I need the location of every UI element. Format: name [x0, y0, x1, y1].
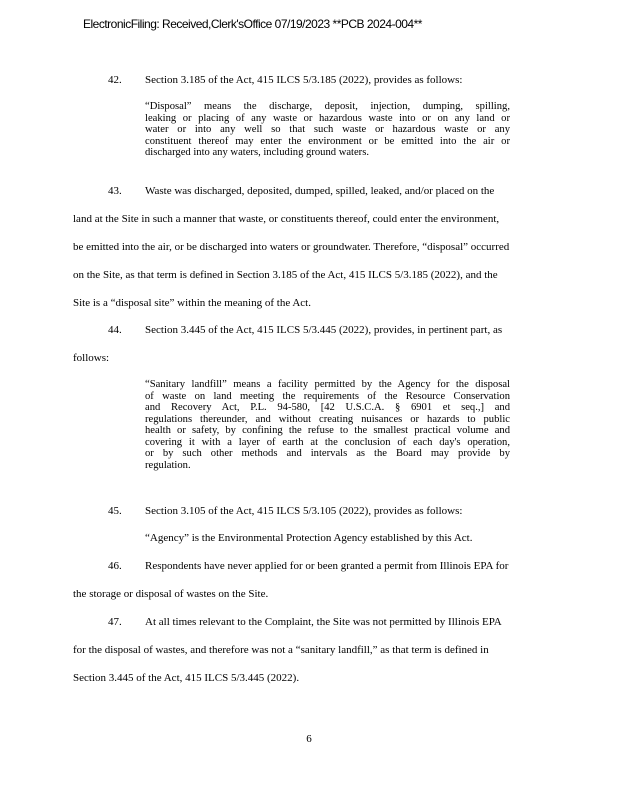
- paragraph-44-line: follows:: [73, 352, 110, 364]
- paragraph-number-45: 45.: [108, 505, 122, 517]
- paragraph-number-46: 46.: [108, 560, 122, 572]
- paragraph-43-line: be emitted into the air, or be discharged into waters or groundwater. Therefore, “disposal” occurred: [73, 241, 510, 253]
- quote-line: “Sanitary landfill” means a facility permitted by the Agency for the disposal: [145, 379, 510, 390]
- quote-line: regulations thereunder, and without creating nuisances or hazards to public: [145, 413, 510, 425]
- quote-line: health or safety, by confining the refuse to the smallest practical volume and: [145, 425, 510, 436]
- paragraph-44-line: Section 3.445 of the Act, 415 ILCS 5/3.445 (2022), provides, in pertinent part, as: [145, 324, 503, 336]
- paragraph-number-47: 47.: [108, 616, 122, 628]
- paragraph-47-line: Section 3.445 of the Act, 415 ILCS 5/3.445 (2022).: [73, 672, 300, 684]
- quote-sanitary-landfill-definition: [145, 379, 510, 471]
- quote-line: regulation.: [145, 459, 191, 471]
- paragraph-42-text: Section 3.185 of the Act, 415 ILCS 5/3.185 (2022), provides as follows:: [145, 74, 463, 86]
- quote-agency-definition: “Agency” is the Environmental Protection Agency established by this Act.: [145, 532, 473, 544]
- quote-line: leaking or placing of any waste or hazardous waste into or on any land or: [145, 112, 510, 124]
- paragraph-number-44: 44.: [108, 324, 122, 336]
- quote-line: discharged into any waters, including ground waters.: [145, 147, 369, 158]
- paragraph-46-line: Respondents have never applied for or been granted a permit from Illinois EPA for: [145, 560, 509, 572]
- quote-line: or by such other methods and intervals as the Board may provide by: [145, 448, 510, 459]
- paragraph-43-line: Waste was discharged, deposited, dumped, spilled, leaked, and/or placed on the: [145, 185, 495, 197]
- paragraph-number-42: 42.: [108, 74, 122, 86]
- page-number: 6: [306, 733, 312, 745]
- paragraph-43-line: on the Site, as that term is defined in Section 3.185 of the Act, 415 ILCS 5/3.185 (2022), and the: [73, 269, 498, 281]
- filing-header: ElectronicFiling: Received,Clerk'sOffice 07/19/2023 **PCB 2024-004**: [83, 17, 422, 31]
- quote-line: water or into any well so that such waste or hazardous waste or any: [145, 124, 510, 135]
- quote-line: and Recovery Act, P.L. 94-580, [42 U.S.C.A. § 6901 et seq.,] and: [145, 402, 510, 413]
- paragraph-46-line: the storage or disposal of wastes on the Site.: [73, 588, 269, 600]
- paragraph-43-line: land at the Site in such a manner that waste, or constituents thereof, could enter the environment,: [73, 213, 500, 225]
- paragraph-43-line: Site is a “disposal site” within the meaning of the Act.: [73, 297, 311, 309]
- paragraph-45-text: Section 3.105 of the Act, 415 ILCS 5/3.105 (2022), provides as follows:: [145, 505, 463, 517]
- paragraph-47-line: At all times relevant to the Complaint, the Site was not permitted by Illinois EPA: [145, 616, 502, 628]
- quote-line: of waste on land meeting the requirements of the Resource Conservation: [145, 390, 510, 402]
- quote-disposal-definition: [145, 101, 510, 159]
- paragraph-number-43: 43.: [108, 185, 122, 197]
- paragraph-47-line: for the disposal of wastes, and therefore was not a “sanitary landfill,” as that term is defined in: [73, 644, 489, 656]
- quote-line: constituent thereof may enter the environment or be emitted into the air or: [145, 135, 510, 147]
- quote-line: “Disposal” means the discharge, deposit, injection, dumping, spilling,: [145, 101, 510, 112]
- quote-line: covering it with a layer of earth at the conclusion of each day's operation,: [145, 436, 510, 448]
